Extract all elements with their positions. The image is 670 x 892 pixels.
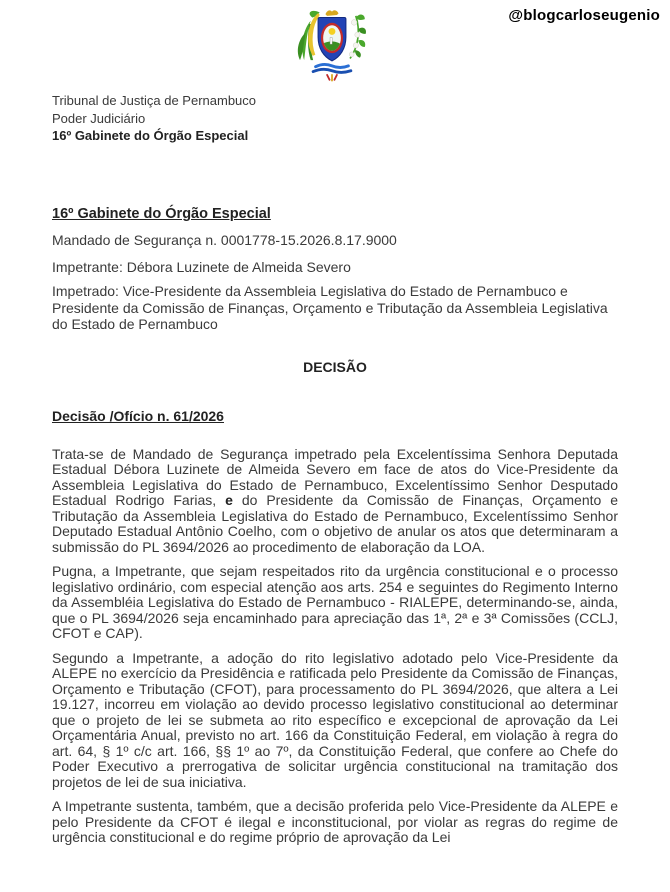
court-header	[52, 92, 256, 145]
respondent-block: Impetrado: Vice-Presidente da Assembleia Legislativa do Estado de Pernambuco e Presidente da Comissão de Finanças, Orçamento e Tributação da Assembleia Legislativa do Estado de Pernambuco	[52, 283, 608, 332]
petitioner-line: Impetrante: Débora Luzinete de Almeida Severo	[52, 258, 351, 275]
cotton-branch	[349, 15, 366, 59]
court-name: Tribunal de Justiça de Pernambuco	[52, 93, 257, 108]
paragraph-4: A Impetrante sustenta, também, que a decisão proferida pelo Vice-Presidente da ALEPE e pelo Presidente da CFOT é ilegal e inconstitucional, por violar as regras do regime de urgência constitucional e do regime próprio de aprovação da Lei	[52, 798, 618, 845]
blog-watermark: @blogcarloseugenio	[508, 7, 660, 24]
paragraph-1: Trata-se de Mandado de Segurança impetrado pela Excelentíssima Senhora Deputada Estadual Débora Luzinete de Almeida Severo em face de atos do Vice-Presidente da Assembleia Legislativa do Estado de Pernambuco, Excelentíssimo Senhor Desputado Estadual Rodrigo Farias, e do Presidente da Comissão de Finanças, Orçamento e Tributação da Assembleia Legislativa do Estado de Pernambuco, Excelentíssimo Senhor Deputado Estadual Antônio Coelho, com o objetivo de anular os atos que determinaram a submissão do PL 3694/2026 ao procedimento de elaboração da LOA.	[52, 445, 618, 555]
writ-number-line: Mandado de Segurança n. 0001778-15.2026.8.17.9000	[52, 232, 397, 248]
shield	[318, 17, 346, 60]
section-title: 16º Gabinete do Órgão Especial	[52, 206, 271, 222]
decision-subheading: Decisão /Ofício n. 61/2026	[52, 407, 224, 424]
sun	[329, 28, 336, 35]
chamber-name: 16º Gabinete do Órgão Especial	[52, 128, 249, 143]
lighthouse	[330, 38, 332, 45]
pernambuco-coat-of-arms-icon	[291, 7, 373, 87]
crest-ornament	[325, 10, 338, 16]
branch-name: Poder Judiciário	[52, 110, 146, 126]
paragraph-2: Pugna, a Impetrante, que sejam respeitados rito da urgência constitucional e o processo legislativo ordinário, com especial atenção aos arts. 254 e seguintes do Regimento Interno da Assembléia Legislativa do Estado de Pernambuco - RIALEPE, determinando-se, ainda, que o PL 3694/2026 seja encaminhado para apreciação das 1ª, 2ª e 3ª Comissões (CCLJ, CFOT e CAP).	[52, 563, 618, 641]
decision-heading: DECISÃO	[303, 358, 367, 375]
paragraph-3: Segundo a Impetrante, a adoção do rito legislativo adotado pelo Vice-Presidente da ALEPE no exercício da Presidência e ratificada pelo Presidente da Comissão de Finanças, Orçamento e Tributação (CFOT), para processamento do PL 3694/2026, que altera a Lei 19.127, incorreu em violação ao devido processo legislativo constitucional ao determinar que o projeto de lei se submeta ao rito específico e excepcional de aprovação da Lei Orçamentária Anual, previsto no art. 166 da Constituição Federal, em violação à regra do art. 64, § 1º c/c art. 166, §§ 1º ao 7º, da Constituição Federal, que confere ao Chefe do Poder Executivo a prerrogativa de solicitar urgência constitucional na tramitação dos projetos de lei de sua iniciativa.	[52, 649, 618, 790]
crescent	[310, 15, 318, 55]
water-base	[313, 64, 351, 80]
document-body	[52, 206, 618, 846]
